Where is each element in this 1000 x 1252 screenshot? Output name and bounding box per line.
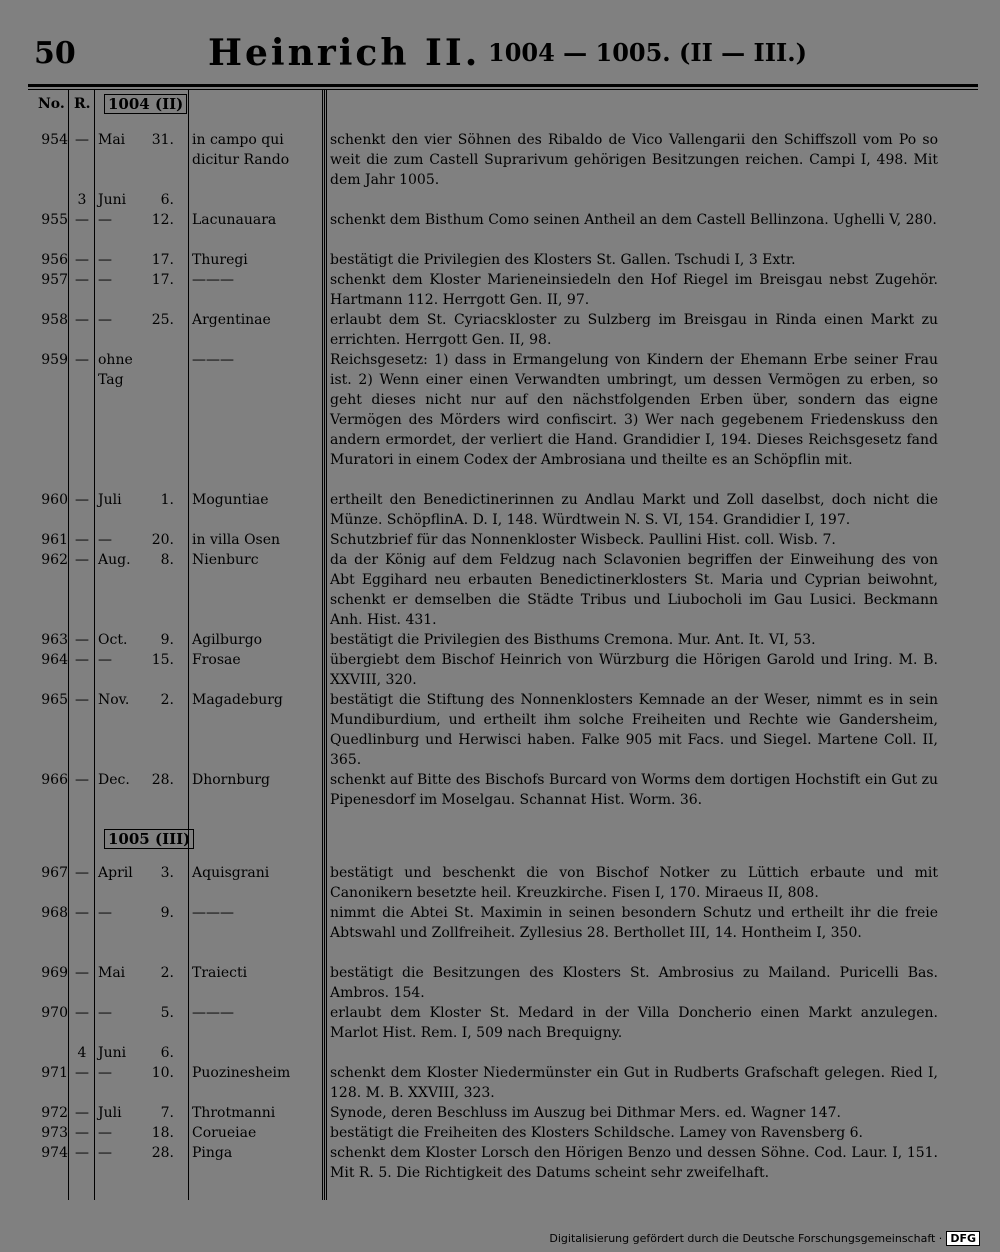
section-label: 1004 (II) (104, 94, 187, 114)
row-reg: — (75, 212, 89, 228)
row-day: 15. (151, 652, 174, 668)
page-years: 1004 — 1005. (II — III.) (488, 38, 807, 67)
row-place: ——— (192, 905, 234, 921)
row-number: 972 (41, 1105, 68, 1121)
row-number: 956 (41, 252, 68, 268)
column-divider (326, 90, 327, 1200)
row-day: 2. (160, 965, 174, 981)
row-place: Agilburgo (192, 632, 263, 648)
row-text: Schutzbrief für das Nonnenkloster Wisbeck. Paullini Hist. coll. Wisb. 7. (330, 532, 836, 548)
row-text: erlaubt dem Kloster St. Medard in der Villa Doncherio einen Markt anzulegen. Marlot Hist. Rem. I, 509 nach Brequigny. (330, 1005, 938, 1041)
section-header-1005 (104, 830, 194, 848)
row-place: Thuregi (192, 252, 248, 268)
row-number: 954 (41, 132, 68, 148)
row-reg: — (75, 772, 89, 788)
row-text: übergiebt dem Bischof Heinrich von Würzburg die Hörigen Garold und Iring. M. B. XXVIII, 320. (330, 652, 938, 688)
row-reg: — (75, 1125, 89, 1141)
row-month: — (98, 532, 112, 548)
row-month: — (98, 1005, 112, 1021)
row-reg: — (75, 312, 89, 328)
row-day: 6. (160, 1045, 174, 1061)
row-month: Aug. (98, 552, 131, 568)
row-reg: — (75, 132, 89, 148)
row-day: 25. (151, 312, 174, 328)
row-number: 955 (41, 212, 68, 228)
row-reg: — (75, 965, 89, 981)
dfg-logo: DFG (946, 1231, 980, 1246)
row-number: 958 (41, 312, 68, 328)
row-reg: — (75, 905, 89, 921)
row-text: Reichsgesetz: 1) dass in Ermangelung von Kindern der Ehemann Erbe seiner Frau ist. 2) Wenn einer einen Verwandten umbringt, um dessen Vermögen zu erben, so geht dieses nicht nur auf den nächstfolgenden Erben über, sondern das eigne Vermögen des Mörders wird confiscirt. 3) Wer nach gegebenem Friedenskuss den andern ermordet, der verliert die Hand. Grandidier I, 194. Dieses Reichsgesetz fand Muratori in einem Codex der Ambrosiana und theilte es an Schöpflin mit. (330, 352, 938, 468)
row-number: 964 (41, 652, 68, 668)
row-place: Argentinae (192, 312, 271, 328)
row-text: bestätigt und beschenkt die von Bischof Notker zu Lüttich erbaute und mit Canonikern besetzte heil. Kreuzkirche. Fisen I, 170. Miraeus II, 808. (330, 865, 938, 901)
row-number: 971 (41, 1065, 68, 1081)
row-month: Oct. (98, 632, 128, 648)
row-day: 28. (151, 772, 174, 788)
row-month: Dec. (98, 772, 130, 788)
row-reg: — (75, 552, 89, 568)
row-day: 9. (160, 632, 174, 648)
row-reg: — (75, 692, 89, 708)
row-reg: — (75, 1105, 89, 1121)
header-rule-thin (28, 89, 978, 90)
row-reg: — (75, 252, 89, 268)
row-number: 968 (41, 905, 68, 921)
row-place: ——— (192, 1005, 234, 1021)
row-day: 20. (151, 532, 174, 548)
row-day: 6. (160, 192, 174, 208)
row-month: April (98, 865, 133, 881)
row-day: 17. (151, 272, 174, 288)
row-text: schenkt dem Bisthum Como seinen Antheil an dem Castell Bellinzona. Ughelli V, 280. (330, 212, 937, 228)
section-label: 1005 (III) (104, 829, 194, 849)
section-header-1004 (104, 95, 187, 113)
row-month: — (98, 905, 112, 921)
row-place: Aquisgrani (192, 865, 270, 881)
row-text: bestätigt die Privilegien des Klosters St. Gallen. Tschudi I, 3 Extr. (330, 252, 796, 268)
row-text: bestätigt die Stiftung des Nonnenklosters Kemnade an der Weser, nimmt es in sein Mundiburdium, und ertheilt ihm solche Freiheiten und Rechte wie Gandersheim, Quedlinburg und Herwisci haben. Falke 905 mit Facs. und Siegel. Martene Coll. II, 365. (330, 692, 938, 768)
row-place: Throtmanni (192, 1105, 276, 1121)
row-text: nimmt die Abtei St. Maximin in seinen besondern Schutz und ertheilt ihr die freie Abtswahl und Zollfreiheit. Zyllesius 28. Berthollet III, 14. Hontheim I, 350. (330, 905, 938, 941)
row-place: Lacunauara (192, 212, 277, 228)
row-reg: — (75, 632, 89, 648)
row-place: Magadeburg (192, 692, 283, 708)
row-number: 973 (41, 1125, 68, 1141)
row-month: Mai (98, 132, 126, 148)
row-number: 974 (41, 1145, 68, 1161)
row-number: 963 (41, 632, 68, 648)
page-header (0, 32, 1000, 82)
row-place: Frosae (192, 652, 241, 668)
row-number: 966 (41, 772, 68, 788)
row-day: 3. (160, 865, 174, 881)
row-place: Traiecti (192, 965, 248, 981)
row-number: 961 (41, 532, 68, 548)
row-day: 10. (151, 1065, 174, 1081)
page-title: Heinrich II. (208, 32, 481, 74)
row-number: 957 (41, 272, 68, 288)
row-number: 965 (41, 692, 68, 708)
row-month: — (98, 212, 112, 228)
row-reg: — (75, 272, 89, 288)
row-day: 12. (151, 212, 174, 228)
row-text: bestätigt die Freiheiten des Klosters Schildsche. Lamey von Ravensberg 6. (330, 1125, 863, 1141)
row-number: 962 (41, 552, 68, 568)
row-month: Juni (98, 1045, 127, 1061)
row-day: 18. (151, 1125, 174, 1141)
row-reg: 4 (77, 1045, 87, 1061)
row-place: Corueiae (192, 1125, 257, 1141)
row-number: 969 (41, 965, 68, 981)
row-day: 7. (160, 1105, 174, 1121)
row-text: Synode, deren Beschluss im Auszug bei Dithmar Mers. ed. Wagner 147. (330, 1105, 841, 1121)
row-place: Moguntiae (192, 492, 269, 508)
row-reg: — (75, 652, 89, 668)
column-header-r: R. (74, 96, 91, 112)
row-reg: — (75, 1005, 89, 1021)
row-place: Puozinesheim (192, 1065, 291, 1081)
row-place: in campo qui dicitur Rando (192, 132, 290, 168)
column-header-no: No. (38, 96, 65, 112)
row-month: — (98, 1125, 112, 1141)
header-rule (28, 84, 978, 87)
row-reg: — (75, 352, 89, 368)
column-divider (322, 90, 325, 1200)
row-day: 17. (151, 252, 174, 268)
row-month: — (98, 272, 112, 288)
row-text: erlaubt dem St. Cyriacskloster zu Sulzberg im Breisgau in Rinda einen Markt zu errichten. Herrgott Gen. II, 98. (330, 312, 938, 348)
row-reg: — (75, 492, 89, 508)
row-month: — (98, 252, 112, 268)
footer-text: Digitalisierung gefördert durch die Deutsche Forschungsgemeinschaft · (549, 1232, 943, 1245)
row-text: schenkt auf Bitte des Bischofs Burcard von Worms dem dortigen Hochstift ein Gut zu Pipenesdorf im Moselgau. Schannat Hist. Worm. 36. (330, 772, 938, 808)
row-text: ertheilt den Benedictinerinnen zu Andlau Markt und Zoll daselbst, doch nicht die Münze. SchöpflinA. D. I, 148. Würdtwein N. S. VI, 154. Grandidier I, 197. (330, 492, 938, 528)
row-number: 970 (41, 1005, 68, 1021)
row-place: Nienburc (192, 552, 259, 568)
row-text: schenkt dem Kloster Lorsch den Hörigen Benzo und dessen Söhne. Cod. Laur. I, 151. Mit R. 5. Die Richtigkeit des Datums scheint sehr zweifelhaft. (330, 1145, 938, 1181)
row-text: bestätigt die Besitzungen des Klosters St. Ambrosius zu Mailand. Puricelli Bas. Ambros. 154. (330, 965, 938, 1001)
column-divider (94, 90, 95, 1200)
row-month: Juni (98, 192, 127, 208)
row-number: 959 (41, 352, 68, 368)
row-number: 967 (41, 865, 68, 881)
row-month: — (98, 1065, 112, 1081)
row-day: 2. (160, 692, 174, 708)
row-month: Juli (98, 1105, 122, 1121)
row-day: 8. (160, 552, 174, 568)
row-month: — (98, 1145, 112, 1161)
row-day: 9. (160, 905, 174, 921)
row-place: ——— (192, 272, 234, 288)
column-divider (188, 90, 189, 1200)
row-day: 5. (160, 1005, 174, 1021)
row-month: ohne Tag (98, 352, 133, 388)
row-month: Mai (98, 965, 126, 981)
row-day: 1. (160, 492, 174, 508)
row-month: Juli (98, 492, 122, 508)
row-day: 31. (151, 132, 174, 148)
row-reg: — (75, 865, 89, 881)
row-text: bestätigt die Privilegien des Bisthums Cremona. Mur. Ant. It. VI, 53. (330, 632, 816, 648)
page-number: 50 (34, 36, 76, 71)
row-day: 28. (151, 1145, 174, 1161)
row-reg: — (75, 532, 89, 548)
row-month: Nov. (98, 692, 130, 708)
row-place: Dhornburg (192, 772, 271, 788)
row-text: schenkt den vier Söhnen des Ribaldo de Vico Vallengarii den Schiffszoll vom Po so weit die zum Castell Suprarivum gehörigen Besitzungen reichen. Campi I, 498. Mit dem Jahr 1005. (330, 132, 938, 188)
column-divider (68, 90, 69, 1200)
row-text: schenkt dem Kloster Niedermünster ein Gut in Rudberts Grafschaft gelegen. Ried I, 128. M. B. XXVIII, 323. (330, 1065, 938, 1101)
row-reg: — (75, 1065, 89, 1081)
row-place: Pinga (192, 1145, 233, 1161)
footer-credit (549, 1232, 980, 1245)
row-month: — (98, 312, 112, 328)
row-text: schenkt dem Kloster Marieneinsiedeln den Hof Riegel im Breisgau nebst Zugehör. Hartmann 112. Herrgott Gen. II, 97. (330, 272, 938, 308)
row-text: da der König auf dem Feldzug nach Sclavonien begriffen der Einweihung des von Abt Eggihard neu erbauten Benedictinerklosters St. Maria und Cyprian beiwohnt, schenkt er demselben die Städte Tribus und Liubocholi im Gau Lusici. Beckmann Anh. Hist. 431. (330, 552, 938, 628)
row-reg: 3 (77, 192, 87, 208)
row-number: 960 (41, 492, 68, 508)
row-place: ——— (192, 352, 234, 368)
row-place: in villa Osen (192, 532, 281, 548)
row-reg: — (75, 1145, 89, 1161)
row-month: — (98, 652, 112, 668)
